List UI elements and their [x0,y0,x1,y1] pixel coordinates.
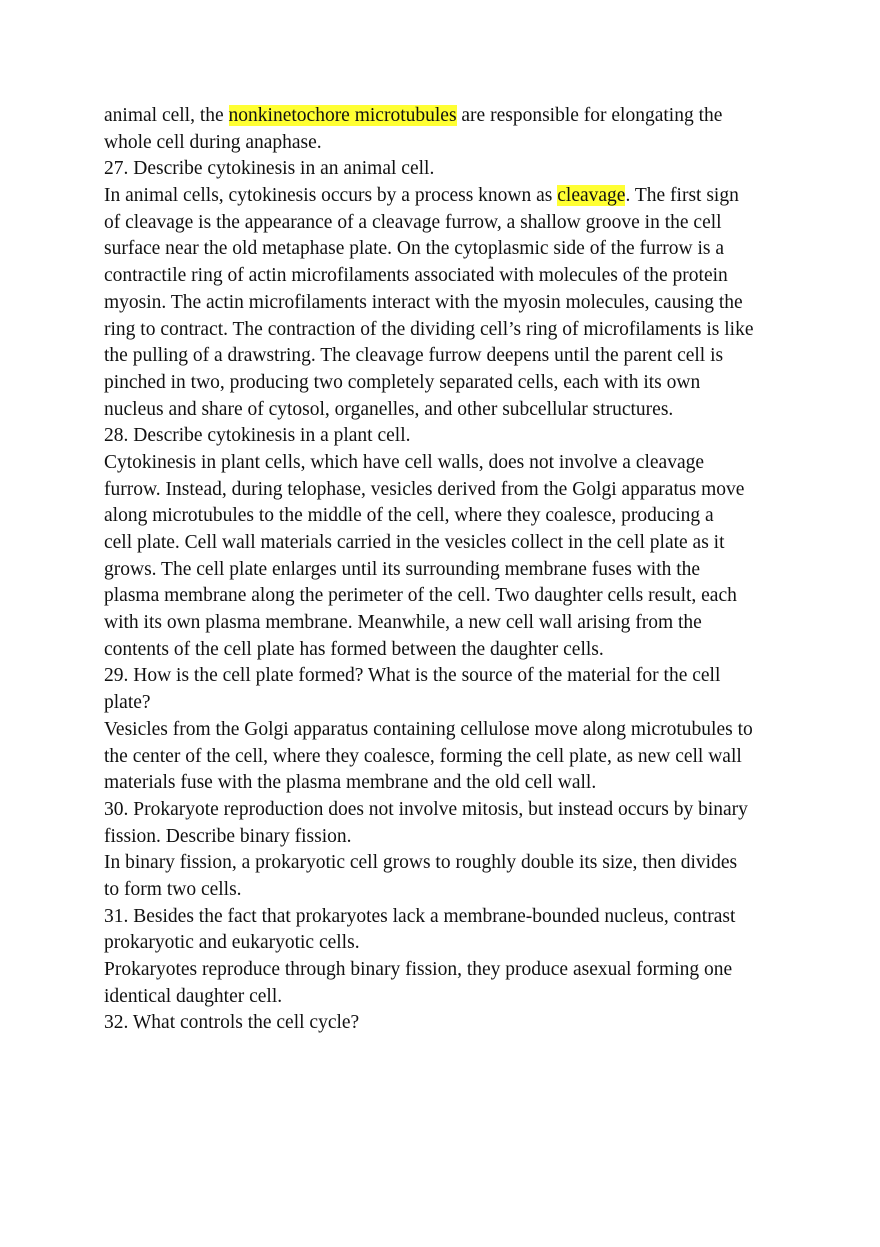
text-run: Cytokinesis in plant cells, which have cell walls, does not involve a cleavage [104,451,705,473]
text-run: grows. The cell plate enlarges until its surrounding membrane fuses with the [104,558,701,580]
text-run: identical daughter cell. [104,985,283,1007]
text-line [104,236,794,263]
text-line [104,984,794,1011]
text-line [104,583,794,610]
text-line [104,103,794,130]
text-line [104,877,794,904]
text-line [104,904,794,931]
text-line [104,850,794,877]
text-line [104,370,794,397]
text-run: pinched in two, producing two completely separated cells, each with its own [104,371,701,393]
text-run: animal cell, the [104,105,229,126]
text-run: the center of the cell, where they coalesce, forming the cell plate, as new cell wall [104,745,742,767]
text-run: are responsible for elongating the [456,105,723,126]
text-line [104,423,794,450]
text-line [104,477,794,504]
text-line [104,824,794,851]
highlighted-term: cleavage [557,185,626,207]
text-run: In animal cells, cytokinesis occurs by a process known as [104,185,558,207]
text-run: 29. How is the cell plate formed? What is the source of the material for the cell [104,665,721,687]
text-line [104,770,794,797]
text-line [104,557,794,584]
text-line [104,530,794,557]
text-run: Vesicles from the Golgi apparatus containing cellulose move along microtubules to [104,718,753,740]
text-run: cell plate. Cell wall materials carried in the vesicles collect in the cell plate as it [104,532,725,553]
text-run: surface near the old metaphase plate. On the cytoplasmic side of the furrow is a [104,238,724,260]
text-run: materials fuse with the plasma membrane and the old cell wall. [104,772,597,794]
text-run: ring to contract. The contraction of the dividing cell’s ring of microfilaments is like [104,318,754,340]
text-line [104,290,794,317]
text-run: the pulling of a drawstring. The cleavage furrow deepens until the parent cell is [104,345,724,367]
text-run: of cleavage is the appearance of a cleavage furrow, a shallow groove in the cell [104,211,722,233]
text-run: 31. Besides the fact that prokaryotes lack a membrane-bounded nucleus, contrast [104,905,736,927]
text-run: myosin. The actin microfilaments interact with the myosin molecules, causing the [104,291,743,313]
text-line [104,263,794,290]
text-line [104,397,794,424]
highlighted-term: nonkinetochore microtubules [228,105,457,126]
text-line [104,450,794,477]
text-run: to form two cells. [104,878,242,900]
text-run: 30. Prokaryote reproduction does not involve mitosis, but instead occurs by binary [104,798,748,820]
text-line [104,610,794,637]
text-line [104,930,794,957]
text-run: contents of the cell plate has formed between the daughter cells. [104,638,604,660]
text-run: plasma membrane along the perimeter of the cell. Two daughter cells result, each [104,585,737,607]
text-line [104,156,794,183]
text-line [104,957,794,984]
text-line [104,690,794,717]
text-run: whole cell during anaphase. [104,131,322,153]
text-line [104,637,794,664]
text-line [104,183,794,210]
text-line [104,1010,794,1037]
text-run: nucleus and share of cytosol, organelles, and other subcellular structures. [104,398,674,420]
text-line [104,744,794,771]
text-run: with its own plasma membrane. Meanwhile, a new cell wall arising from the [104,612,702,634]
text-line [104,663,794,690]
text-run: along microtubules to the middle of the cell, where they coalesce, producing a [104,505,714,527]
text-line [104,343,794,370]
text-line [104,210,794,237]
text-run: furrow. Instead, during telophase, vesicles derived from the Golgi apparatus move [104,478,745,500]
text-run: . The first sign [625,185,739,207]
text-run: In binary fission, a prokaryotic cell grows to roughly double its size, then divides [104,852,738,874]
text-run: Prokaryotes reproduce through binary fission, they produce asexual forming one [104,959,733,980]
text-run: fission. Describe binary fission. [104,825,352,847]
text-run: prokaryotic and eukaryotic cells. [104,932,360,954]
text-line [104,797,794,824]
text-line [104,717,794,744]
text-line [104,317,794,344]
text-line [104,130,794,157]
text-line [104,503,794,530]
text-run: 27. Describe cytokinesis in an animal cell. [104,158,435,180]
text-run: 32. What controls the cell cycle? [104,1012,360,1034]
text-run: contractile ring of actin microfilaments associated with molecules of the protein [104,265,728,287]
text-run: 28. Describe cytokinesis in a plant cell. [104,425,411,447]
text-run: plate? [104,692,151,714]
document-page [104,103,794,1037]
